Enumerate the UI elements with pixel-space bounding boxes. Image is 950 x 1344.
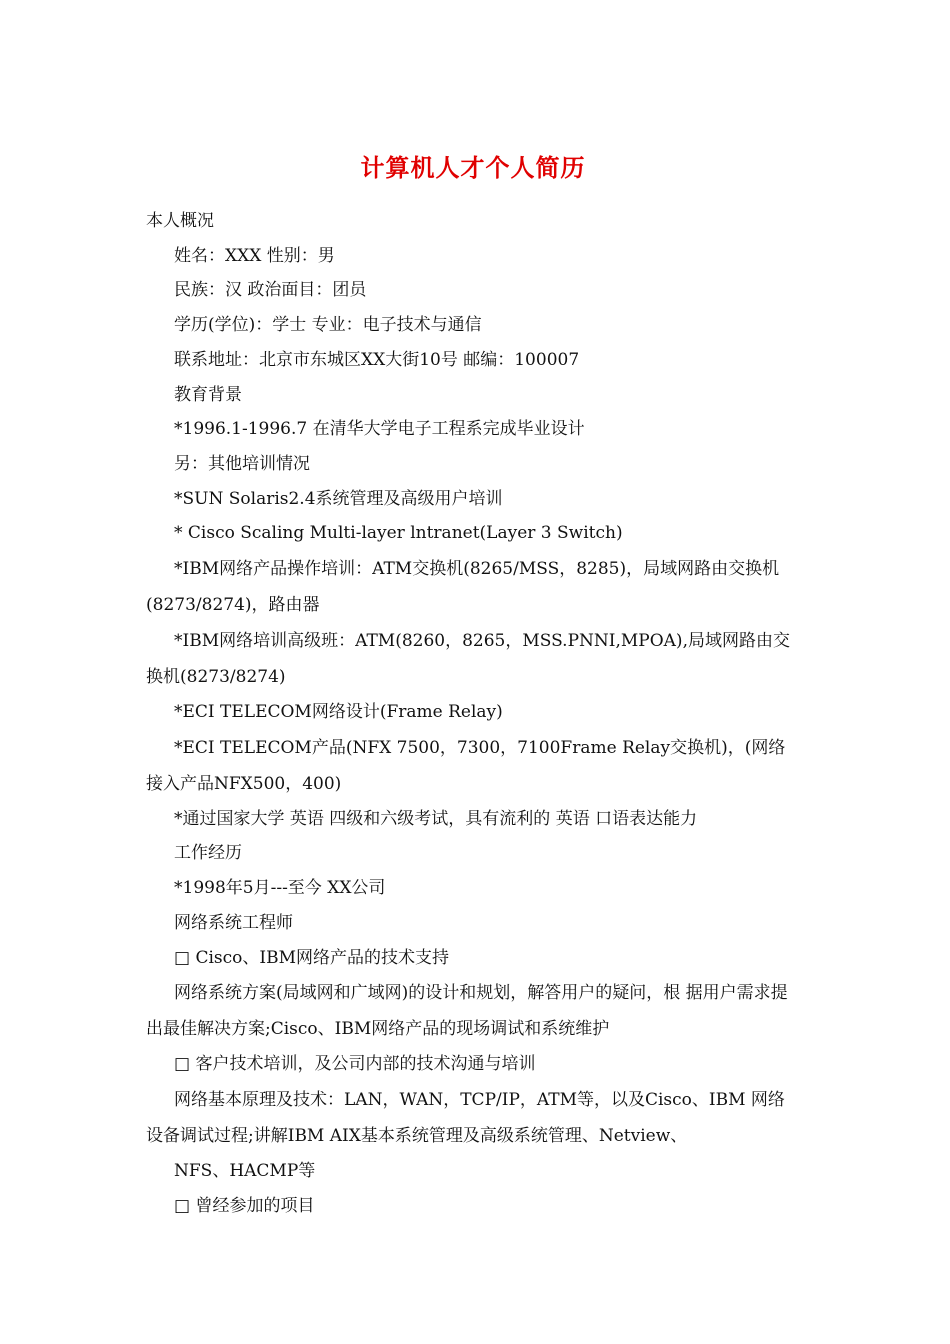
work-position: 网络系统工程师 [174, 912, 293, 933]
duty-2-description: 网络基本原理及技术：LAN，WAN，TCP/IP，ATM等，以及Cisco、IBM 网络设备调试过程;讲解IBM AIX基本系统管理及高级系统管理、Netview、 [146, 1089, 785, 1146]
duty-1-description: 网络系统方案(局域网和广域网)的设计和规划，解答用户的疑问，根 据用户需求提出最佳解决方案;Cisco、IBM网络产品的现场调试和系统维护 [146, 983, 788, 1040]
training-item: *ECI TELECOM网络设计(Frame Relay) [174, 702, 503, 723]
resume-title: 计算机人才个人简历 [360, 153, 586, 182]
training-item: *SUN Solaris2.4系统管理及高级用户培训 [174, 488, 503, 509]
duty-3-title: □ 曾经参加的项目 [174, 1195, 315, 1216]
duty-2-title: □ 客户技术培训，及公司内部的技术沟通与培训 [174, 1054, 536, 1075]
duty-2-description-continued: NFS、HACMP等 [174, 1160, 316, 1181]
duty-1-title: □ Cisco、IBM网络产品的技术支持 [174, 947, 450, 968]
section-education-heading: 教育背景 [174, 384, 242, 405]
profile-address-zip: 联系地址：北京市东城区XX大街10号 邮编：100007 [174, 349, 580, 370]
education-entry: *1996.1-1996.7 在清华大学电子工程系完成毕业设计 [174, 419, 585, 440]
training-item: * Cisco Scaling Multi-layer lntranet(Layer 3 Switch) [174, 523, 623, 544]
other-training-heading: 另：其他培训情况 [174, 453, 310, 474]
profile-ethnicity-politics: 民族：汉 政治面目：团员 [174, 280, 367, 301]
training-item: *通过国家大学 英语 四级和六级考试，具有流利的 英语 口语表达能力 [174, 808, 698, 829]
training-item: *IBM网络产品操作培训：ATM交换机(8265/MSS，8285)，局域网路由交换机(8273/8274)，路由器 [146, 559, 780, 616]
section-work-heading: 工作经历 [174, 843, 242, 864]
profile-name-gender: 姓名：XXX 性别：男 [174, 245, 335, 266]
training-item: *IBM网络培训高级班：ATM(8260，8265，MSS.PNNI,MPOA),局域网路由交换机(8273/8274) [146, 631, 790, 688]
profile-degree-major: 学历(学位)：学士 专业：电子技术与通信 [174, 315, 482, 336]
work-period: *1998年5月---至今 XX公司 [174, 878, 386, 899]
training-item: *ECI TELECOM产品(NFX 7500，7300，7100Frame Relay交换机)，(网络接入产品NFX500，400) [146, 737, 786, 794]
section-profile-heading: 本人概况 [146, 211, 214, 231]
